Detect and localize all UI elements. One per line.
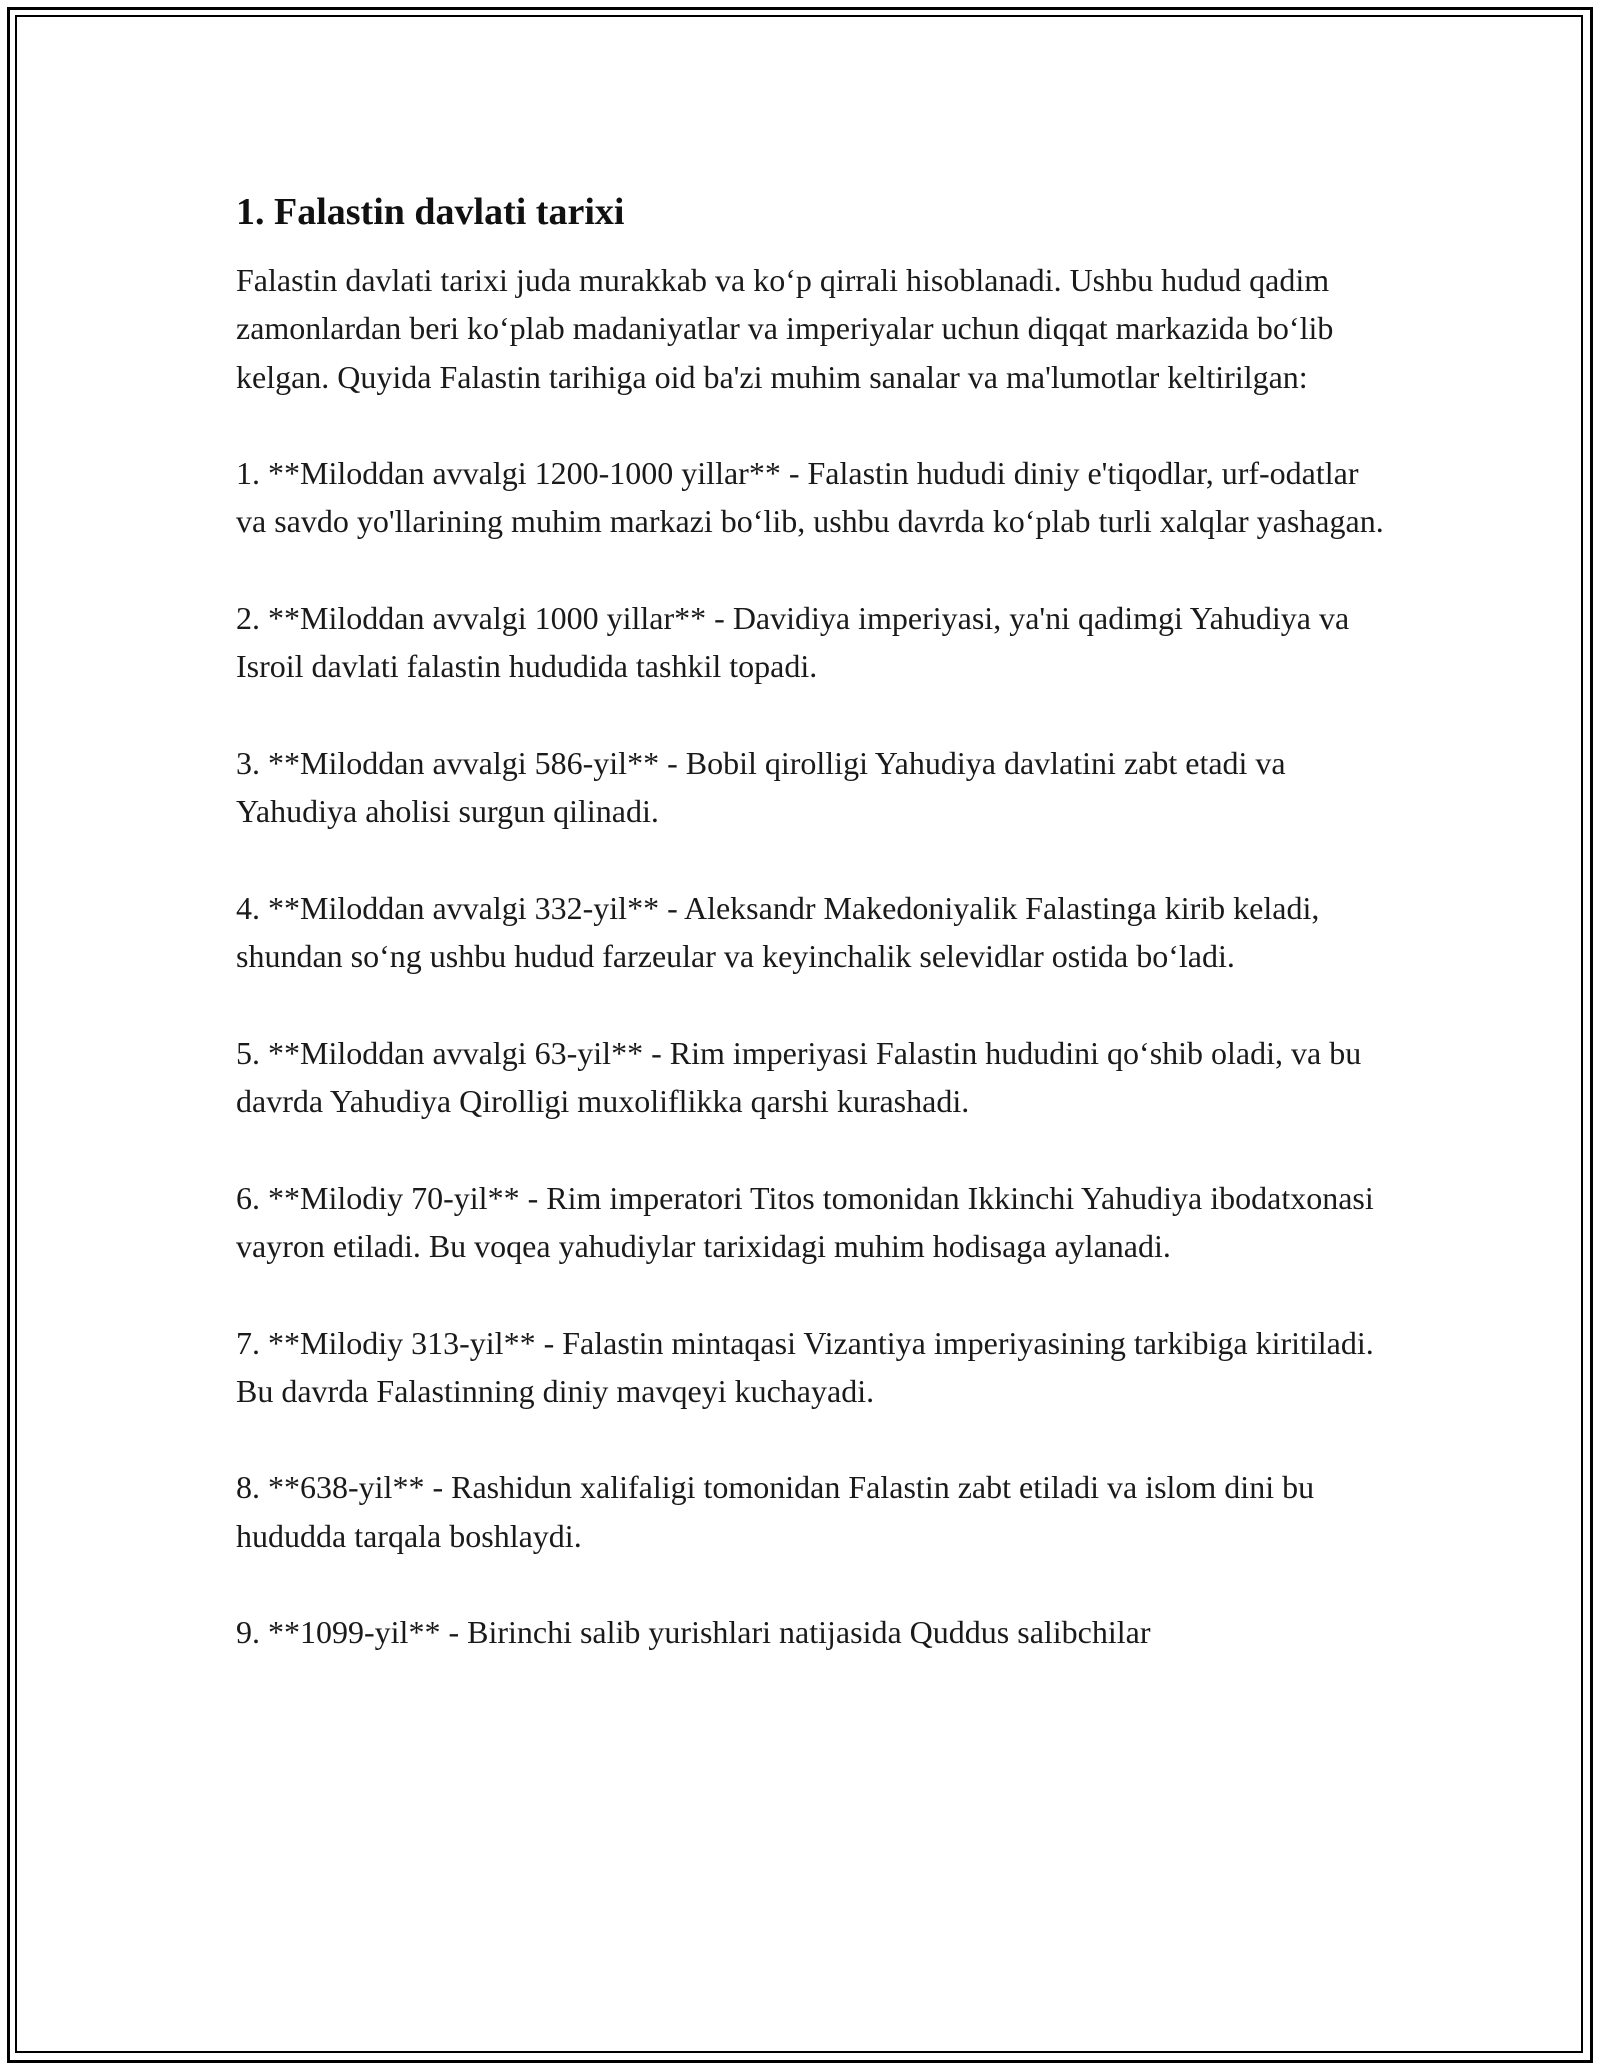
list-item: 1. **Miloddan avvalgi 1200-1000 yillar** - Falastin hududi diniy e'tiqodlar, urf-odatlar va savdo yo'llarining muhim markazi bo‘lib, ushbu davrda ko‘plab turli xalqlar yashagan. [236, 455, 1384, 540]
list-item: 8. **638-yil** - Rashidun xalifaligi tomonidan Falastin zabt etiladi va islom dini bu hududda tarqala boshlaydi. [236, 1469, 1315, 1554]
list-item: 6. **Milodiy 70-yil** - Rim imperatori Titos tomonidan Ikkinchi Yahudiya ibodatxonasi vayron etiladi. Bu voqea yahudiylar tarixidagi muhim hodisaga aylanadi. [236, 1179, 1374, 1264]
section-heading: 1. Falastin davlati tarixi [236, 191, 625, 233]
document-body [236, 186, 1386, 1705]
list-item: 3. **Miloddan avvalgi 586-yil** - Bobil qirolligi Yahudiya davlatini zabt etadi va Yahudiya aholisi surgun qilinadi. [236, 744, 1286, 830]
list-item: 7. **Milodiy 313-yil** - Falastin mintaqasi Vizantiya imperiyasining tarkibiga kiritiladi. Bu davrda Falastinning diniy mavqeyi kuchayadi. [236, 1324, 1374, 1409]
list-item: 5. **Miloddan avvalgi 63-yil** - Rim imperiyasi Falastin hududini qo‘shib oladi, va bu davrda Yahudiya Qirolligi muxoliflikka qarshi kurashadi. [236, 1034, 1362, 1120]
list-item: 9. **1099-yil** - Birinchi salib yurishlari natijasida Quddus salibchilar [236, 1614, 1151, 1651]
list-item: 2. **Miloddan avvalgi 1000 yillar** - Davidiya imperiyasi, ya'ni qadimgi Yahudiya va Isroil davlati falastin hududida tashkil topadi. [236, 600, 1350, 685]
list-item: 4. **Miloddan avvalgi 332-yil** - Aleksandr Makedoniyalik Falastinga kirib keladi, shundan so‘ng ushbu hudud farzeular va keyinchalik selevidlar ostida bo‘ladi. [236, 889, 1320, 975]
intro-paragraph: Falastin davlati tarixi juda murakkab va ko‘p qirrali hisoblanadi. Ushbu hudud qadim zamonlardan beri ko‘plab madaniyatlar va imperiyalar uchun diqqat markazida bo‘lib kelgan. Quyida Falastin tarihiga oid ba'zi muhim sanalar va ma'lumotlar keltirilgan: [236, 262, 1334, 395]
